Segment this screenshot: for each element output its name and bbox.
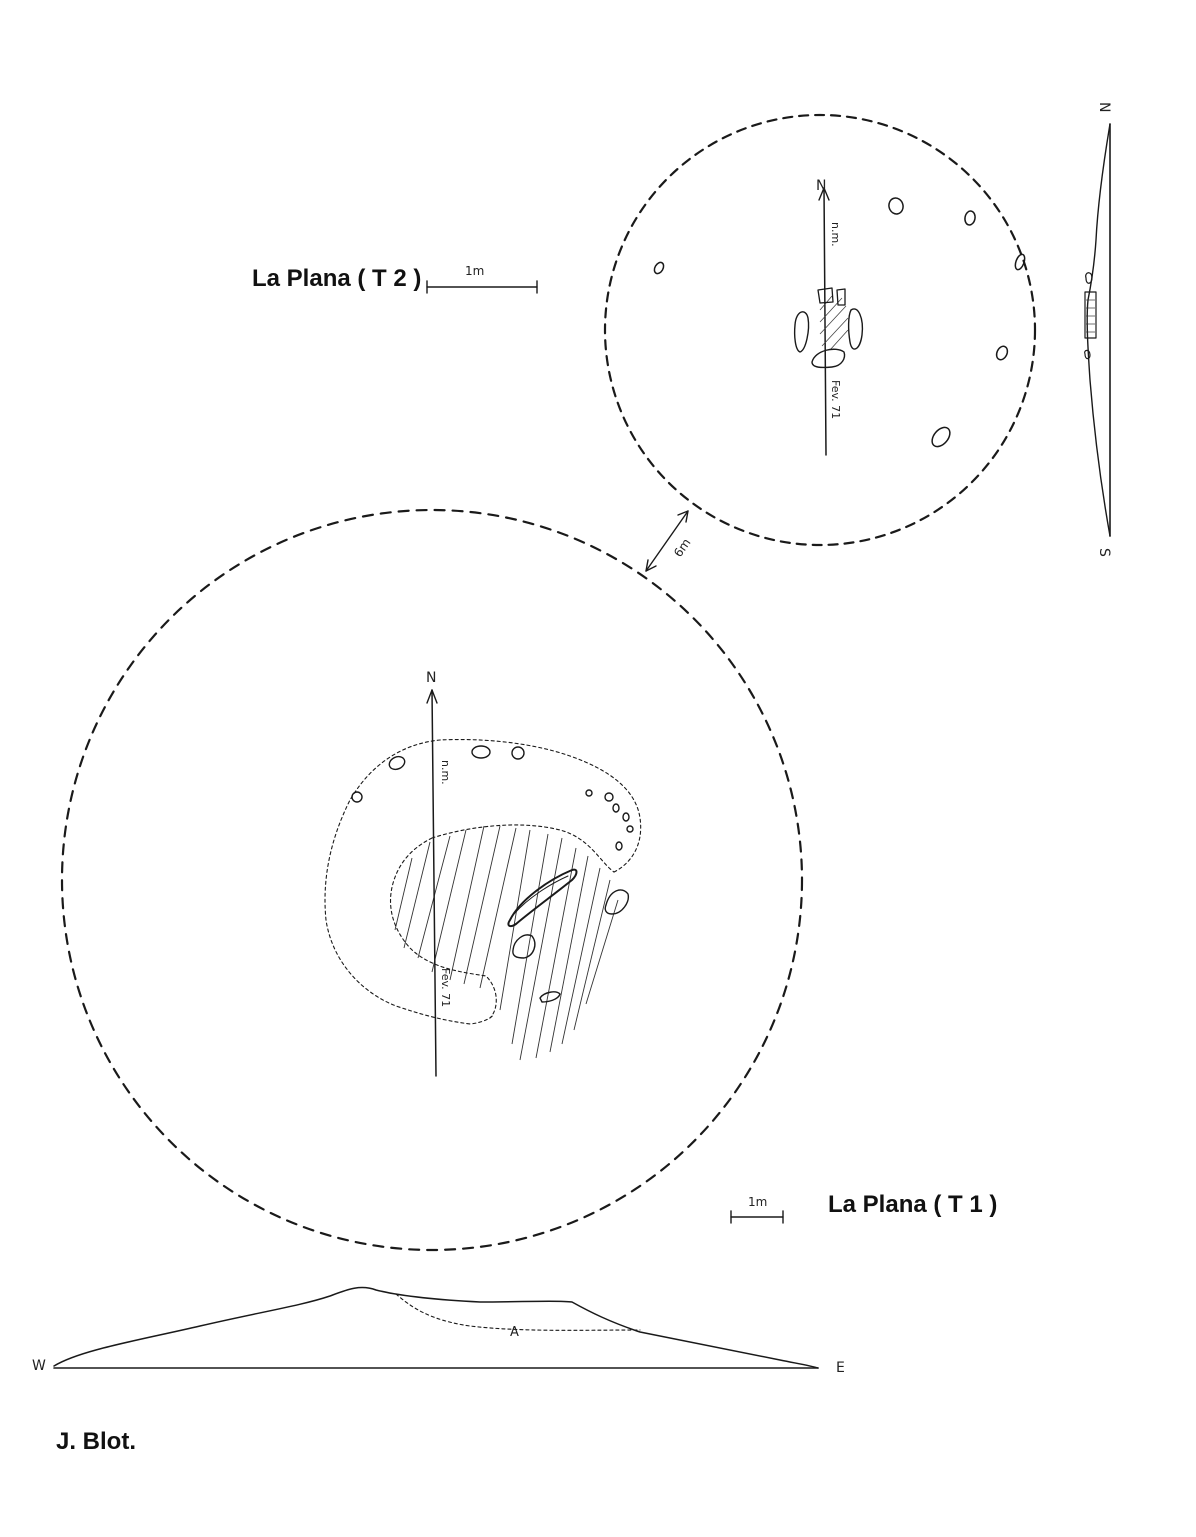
- t1-scale-label: 1m: [748, 1195, 768, 1209]
- t2-central-cist: [795, 288, 863, 367]
- t2-axis-note-top: n.m.: [829, 222, 842, 247]
- author-credit: J. Blot.: [56, 1428, 137, 1455]
- t1-crescent-stones: [352, 746, 633, 850]
- t1-title: La Plana ( T 1 ): [828, 1191, 998, 1218]
- profile-north-label: N: [1096, 102, 1112, 113]
- tumulus-t2-plan: [605, 115, 1035, 545]
- t1-hatched-area: [395, 826, 618, 1060]
- profile-north-south: [1085, 102, 1112, 557]
- t2-axis-note-bottom: Fev. 71: [829, 380, 842, 420]
- t2-north-axis: [824, 188, 826, 455]
- distance-indicator: [646, 511, 694, 571]
- t1-axis-note-bottom: Fev. 71: [439, 968, 452, 1008]
- t1-axis-note-top: n.m.: [439, 760, 452, 785]
- profile-west-label: W: [32, 1358, 46, 1374]
- t1-inner-contour: [391, 825, 614, 1018]
- profile-marker-label: A: [510, 1325, 519, 1340]
- distance-label: 6m: [670, 535, 694, 560]
- profile-south-label: S: [1096, 548, 1112, 557]
- tumulus-t1-plan: [62, 510, 802, 1250]
- t1-outer-circle: [62, 510, 802, 1250]
- profile-west-east: [32, 1288, 845, 1376]
- t2-scale-label: 1m: [465, 264, 485, 278]
- t1-north-label: N: [426, 670, 437, 686]
- t2-title: La Plana ( T 2 ): [252, 265, 422, 292]
- profile-east-label: E: [836, 1360, 845, 1376]
- t2-scale-bar: [427, 264, 537, 293]
- t2-north-label: N: [816, 178, 827, 194]
- t1-north-axis: [432, 690, 436, 1076]
- t1-scale-bar: [731, 1195, 783, 1223]
